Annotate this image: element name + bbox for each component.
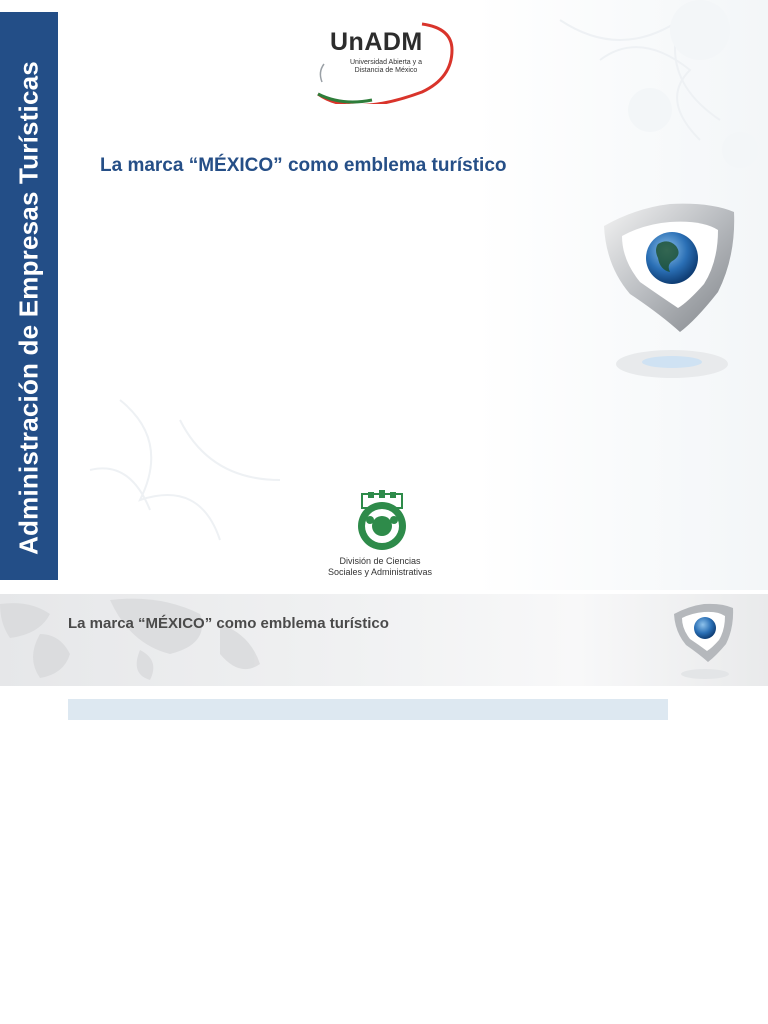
cover-title: La marca “MÉXICO” como emblema turístico [100,155,507,176]
sidebar-band [0,12,58,580]
unadm-logo-subtitle [338,59,434,75]
division-logo-icon [352,490,412,552]
globe-emblem-icon [600,196,740,386]
division-name [300,556,460,578]
unadm-subtitle-line2: Distancia de México [354,67,418,74]
header-banner [0,594,768,686]
division-line2: Sociales y Administrativas [327,567,433,577]
unadm-logo-name: UnADM [330,28,423,56]
globe-emblem-small-icon [672,600,736,682]
unadm-subtitle-line1: Universidad Abierta y a [350,59,422,66]
sidebar-title: Administración de Empresas Turísticas [13,61,44,555]
banner-title: La marca “MÉXICO” como emblema turístico [68,615,389,632]
content-bar [68,699,668,720]
division-line1: División de Ciencias [339,556,421,566]
world-map-watermark [0,594,768,686]
